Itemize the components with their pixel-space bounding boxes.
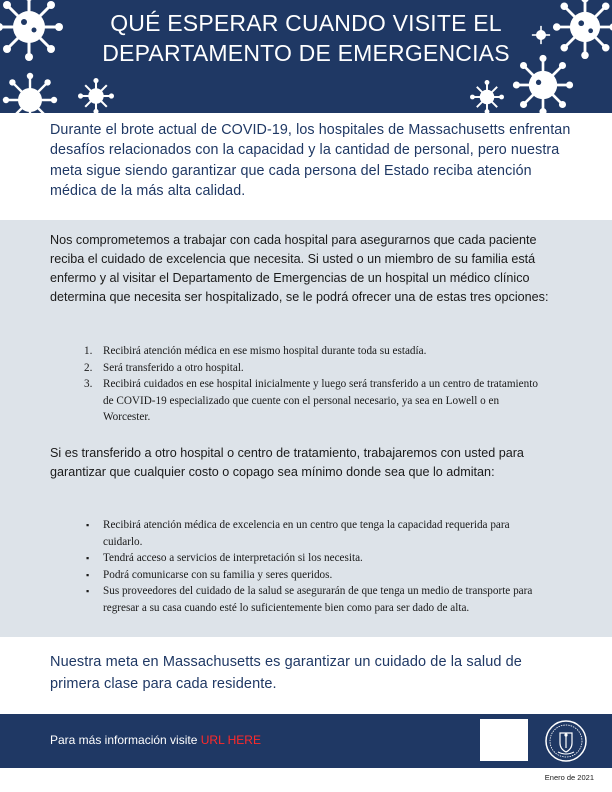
info-link[interactable]: URL HERE	[200, 733, 261, 747]
page-title	[60, 8, 552, 68]
bullet-icon: ▪	[86, 520, 90, 530]
bullet-icon: ▪	[86, 586, 90, 597]
list-item	[84, 567, 544, 584]
commitment-paragraph: Nos comprometemos a trabajar con cada hospital para asegurarnos que cada paciente reciba el cuidado de excelencia que necesita. Si usted o un miembro de su familia está enfermo y al visitar el Departamento de Emergencias de un hospital un médico clínico determina que necesita ser hospitalizado, se le podrá ofrecer una de estas tres opciones:	[50, 233, 549, 304]
list-item-text: Recibirá atención médica en ese mismo hospital durante toda su estadía.	[103, 345, 427, 357]
list-item-text: Podrá comunicarse con su familia y seres queridos.	[103, 568, 333, 581]
header-banner	[0, 0, 612, 113]
bullet-icon: ▪	[86, 553, 90, 564]
list-item-text: Tendrá acceso a servicios de interpretación si los necesita.	[103, 552, 363, 565]
list-item-text: Recibirá cuidados en ese hospital inicialmente y luego será transferido a un centro de tratamiento de COVID-19 especializado que cuente con el personal necesario, ya sea en Lowell o en Worcester.	[103, 378, 538, 424]
list-item-number: 3.	[84, 378, 93, 391]
list-item-text: Sus proveedores del cuidado de la salud se asegurarán de que tenga un medio de transporte para regresar a su casa cuando esté lo suficientemente bien como para ser dado de alta.	[103, 585, 533, 614]
bullet-icon: ▪	[86, 569, 90, 580]
state-seal-icon	[544, 719, 588, 763]
list-item	[84, 583, 544, 616]
list-item-text: Será transferido a otro hospital.	[103, 361, 244, 374]
list-item-number: 1.	[84, 345, 93, 357]
footer-banner	[0, 714, 612, 768]
options-list	[84, 343, 544, 426]
virus-icon	[470, 80, 504, 113]
virus-icon	[552, 0, 612, 60]
list-item	[84, 376, 544, 426]
virus-icon	[0, 0, 64, 62]
virus-icon	[78, 78, 114, 113]
title-line-2: DEPARTAMENTO DE EMERGENCIAS	[102, 40, 510, 66]
title-line-1: QUÉ ESPERAR CUANDO VISITE EL	[110, 10, 502, 36]
list-item	[84, 517, 544, 550]
list-item-text: Recibirá atención médica de excelencia en un centro que tenga la capacidad requerida para cuidarlo.	[103, 519, 510, 548]
list-item	[84, 550, 544, 567]
list-item-number: 2.	[84, 361, 93, 374]
list-item	[84, 343, 544, 360]
goal-statement: Nuestra meta en Massachusetts es garantizar un cuidado de la salud de primera clase para cada residente.	[50, 654, 522, 692]
logo-placeholder	[480, 719, 528, 761]
list-item	[84, 360, 544, 377]
footer-info	[50, 733, 261, 747]
benefits-list	[84, 517, 544, 617]
virus-icon	[2, 72, 58, 113]
intro-paragraph: Durante el brote actual de COVID-19, los hospitales de Massachusetts enfrentan desafíos relacionados con la capacidad y la cantidad de personal, pero nuestra meta sigue siendo garantizar que cada persona del Estado reciba atención médica de la más alta calidad.	[50, 122, 571, 199]
publication-date: Enero de 2021	[544, 773, 594, 782]
transfer-paragraph: Si es transferido a otro hospital o centro de tratamiento, trabajaremos con usted para garantizar que cualquier costo o copago sea mínimo donde sea que lo admitan:	[50, 446, 524, 479]
footer-info-text: Para más información visite	[50, 733, 201, 747]
